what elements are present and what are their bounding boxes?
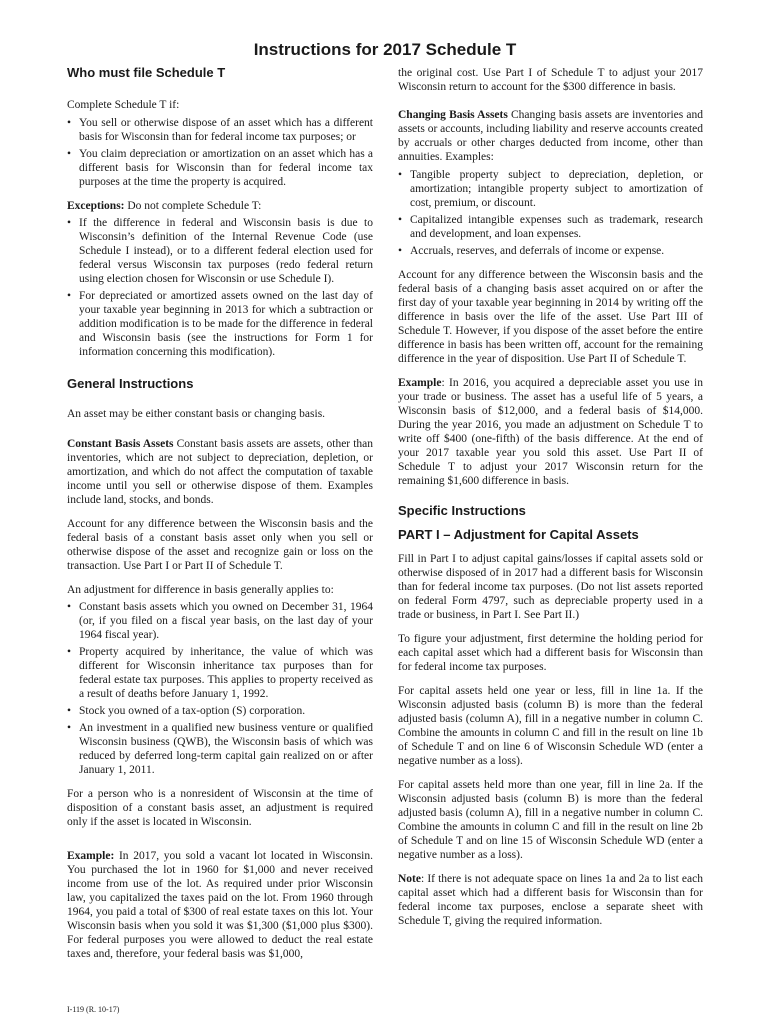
left-column (67, 66, 373, 971)
adjustment-intro: An adjustment for difference in basis generally applies to: (67, 584, 334, 596)
changing-basis-list (398, 168, 703, 258)
part1-heading: PART I – Adjustment for Capital Assets (398, 527, 639, 542)
who-must-file-heading: Who must file Schedule T (67, 65, 226, 80)
constant-basis-label: Constant Basis Assets (67, 438, 174, 450)
example-text: In 2017, you sold a vacant lot located in Wisconsin. You purchased the lot in 1960 for $1,000 and never received income from use of the lot. As required under prior Wisconsin law, you capitalized the taxes paid on the lot. From 1960 through 1964, you paid a total of $300 of real estate taxes on this lot. Your Wisconsin basis when you sold it was $1,300 ($1,000 plus $300). For federal purposes you were allowed to deduct the real estate taxes and, therefore, your federal basis was $1,000, (67, 850, 373, 960)
note-paragraph (398, 872, 703, 928)
part1-paragraph-2: To figure your adjustment, first determine the holding period for each capital asset which had a different basis for Wisconsin than for federal income tax purposes. (398, 633, 703, 673)
page-title: Instructions for 2017 Schedule T (253, 40, 517, 59)
list-item: • Constant basis assets which you owned on December 31, 1964 (or, if you filed on a fiscal year basis, on the last day of your 1964 fiscal year). (67, 600, 373, 642)
exceptions-list (67, 216, 373, 359)
example2-paragraph (398, 376, 703, 488)
example-paragraph (67, 849, 373, 961)
account-constant-paragraph: Account for any difference between the Wisconsin basis and the federal basis of a constant basis asset only when you sell or otherwise dispose of the asset and recognize gain or loss on the transaction. Use Part I or Part II of Schedule T. (67, 518, 373, 572)
example2-label: Example (398, 377, 442, 389)
continued-paragraph: the original cost. Use Part I of Schedule T to adjust your 2017 Wisconsin return to account for the $300 difference in basis. (398, 67, 703, 93)
constant-basis-paragraph (67, 437, 373, 507)
part1-paragraph-1: Fill in Part I to adjust capital gains/losses if capital assets sold or otherwise disposed of in 2017 had a different basis for Wisconsin than for federal income tax purposes. (Do not list assets reported on federal Form 4797, such as depreciable property used in a trade or business, in Part I. See Part II.) (398, 553, 703, 621)
list-item: • You claim depreciation or amortization on an asset which has a different basis for Wisconsin than for federal income tax purposes at the time the property is acquired. (67, 147, 373, 189)
list-item: • Capitalized intangible expenses such as trademark, research and development, and loan expenses. (398, 213, 703, 241)
account-changing-paragraph: Account for any difference between the Wisconsin basis and the federal basis of a changing basis asset acquired on or after the first day of your taxable year beginning in 2014 by writing off the difference in basis over the life of the asset. Use Part III of Schedule T. However, if you dispose of the asset before the entire difference in basis has been written off, account for the remaining difference in the year of disposition. Use Part II of Schedule T. (398, 269, 703, 365)
adjustment-list (67, 600, 373, 777)
right-column (398, 66, 703, 938)
general-instructions-heading: General Instructions (67, 376, 194, 391)
exceptions-text: Do not complete Schedule T: (124, 200, 262, 212)
list-item: • For depreciated or amortized assets owned on the last day of your taxable year beginning in 2013 for which a subtraction or addition modification is to be made for the difference in federal and Wisconsin basis (see the instructions for Form 1 for information concerning this modification). (67, 289, 373, 359)
specific-instructions-heading: Specific Instructions (398, 503, 526, 518)
note-text: : If there is not adequate space on lines 1a and 2a to list each capital asset which had a different basis for Wisconsin than for federal income tax purposes, enclose a separate sheet with Schedule T, giving the required information. (398, 873, 703, 927)
complete-intro: Complete Schedule T if: (67, 99, 180, 111)
changing-basis-paragraph (398, 108, 703, 164)
list-item: • Tangible property subject to depreciation, depletion, or amortization; intangible property subject to amortization of cost, premium, or discount. (398, 168, 703, 210)
example2-text: : In 2016, you acquired a depreciable asset you use in your trade or business. The asset has a useful life of 5 years, a Wisconsin basis of $12,000, and a federal basis of $14,000. During the year 2016, you made an adjustment on Schedule T to write off $400 (one-fifth) of the basis difference. At the end of your 2017 taxable year you sold this asset. Use Part II of Schedule T to adjust your 2017 Wisconsin return for the remaining $1,600 difference in basis. (398, 377, 703, 487)
list-item: • If the difference in federal and Wisconsin basis is due to Wisconsin’s definition of the Internal Revenue Code (use Schedule I instead), or to a different federal election used for federal versus Wisconsin tax purposes (redo federal return using election chosen for Wisconsin or use Schedule I). (67, 216, 373, 286)
list-item: • Stock you owned of a tax-option (S) corporation. (67, 704, 373, 718)
note-label: Note (398, 873, 421, 885)
changing-basis-text: Changing basis assets are inventories and assets or accounts, including liability and reserve accounts created by accruals or other charges deducted from income, other than annuities. Examples: (398, 109, 703, 163)
part1-paragraph-3: For capital assets held one year or less, fill in line 1a. If the Wisconsin adjusted basis (column B) is more than the federal adjusted basis (column A), fill in a negative number in column C. Combine the amounts in column C and fill in the result on line 1b of Schedule T and on line 6 of Wisconsin Schedule WD (enter a negative number as a loss). (398, 685, 703, 767)
nonresident-paragraph: For a person who is a nonresident of Wisconsin at the time of disposition of a constant basis asset, an adjustment is required only if the asset is located in Wisconsin. (67, 788, 373, 828)
list-item: • You sell or otherwise dispose of an asset which has a different basis for Wisconsin than for federal income tax purposes; or (67, 116, 373, 144)
example-label: Example: (67, 850, 115, 862)
exceptions-paragraph (67, 199, 373, 213)
complete-list (67, 116, 373, 189)
general-paragraph: An asset may be either constant basis or changing basis. (67, 408, 326, 420)
form-number-footer: I-119 (R. 10-17) (67, 1005, 120, 1014)
part1-paragraph-4: For capital assets held more than one year, fill in line 2a. If the Wisconsin adjusted basis (column B) is more than the federal adjusted basis (column A), fill in a negative number in column C. Combine the amounts in column C and fill in the result on line 2b of Schedule T and on line 15 of Wisconsin Schedule WD (enter a negative number as a loss). (398, 779, 703, 861)
list-item: • Accruals, reserves, and deferrals of income or expense. (398, 244, 703, 258)
changing-basis-label: Changing Basis Assets (398, 109, 508, 121)
constant-basis-text: Constant basis assets are assets, other than inventories, which are not subject to depreciation, depletion, or amortization, and which do not affect the computation of taxable income until you sell or otherwise dispose of them. Examples include land, stocks, and bonds. (67, 438, 374, 506)
exceptions-label: Exceptions: (67, 200, 125, 212)
list-item: • An investment in a qualified new business venture or qualified Wisconsin business (QWB), the Wisconsin basis of which was reduced by deferred long-term capital gain realized on or after January 1, 2011. (67, 721, 373, 777)
list-item: • Property acquired by inheritance, the value of which was different for Wisconsin inheritance tax purposes than for federal estate tax purposes. This applies to property received as a result of deaths before January 1, 1992. (67, 645, 373, 701)
